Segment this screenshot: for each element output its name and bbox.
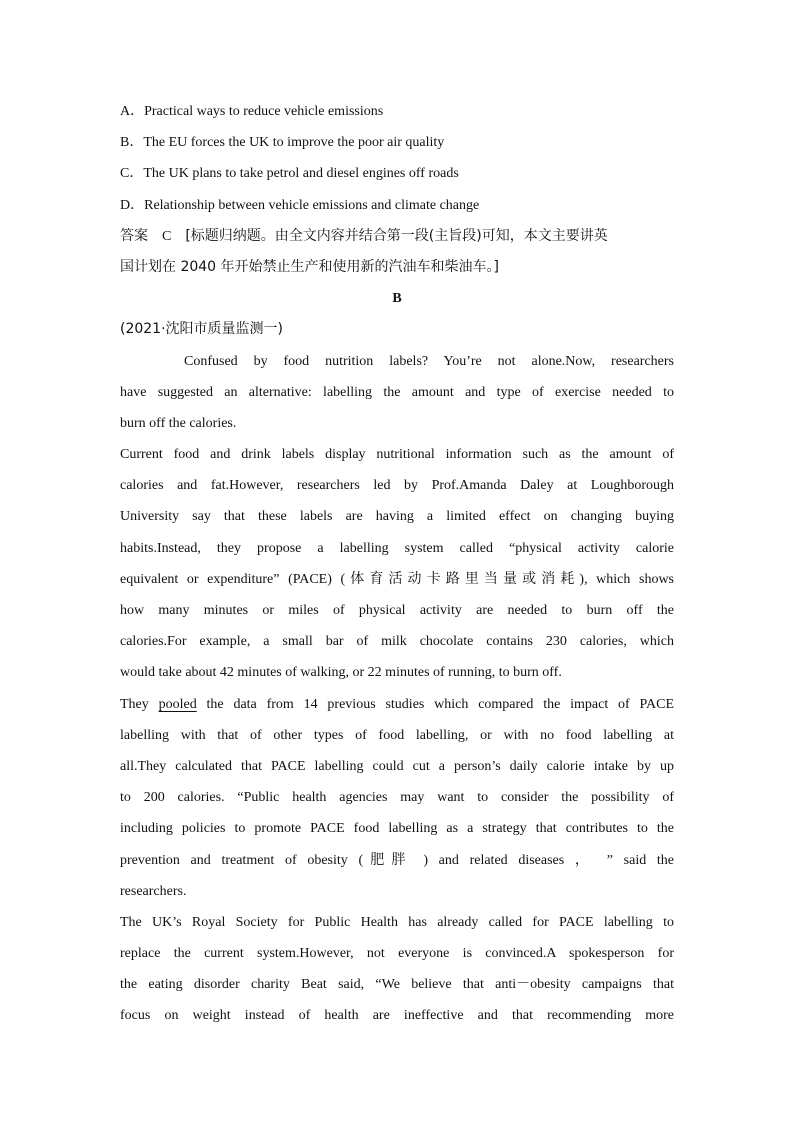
underlined-word-pooled: pooled [158,696,197,712]
para4-line: The UK’s Royal Society for Public Health has already called for PACE labelling to [120,914,674,930]
option-b: B．The EU forces the UK to improve the poor air quality [120,135,445,151]
para1-line: Confused by food nutrition labels? You’re not alone.Now, researchers [184,353,674,369]
answer-explanation-2: 国计划在 2040 年开始禁止生产和使用新的汽油车和柴油车。] [120,258,499,275]
para3-line: researchers. [120,883,187,899]
para2-line: calories.For example, a small bar of milk chocolate contains 230 calories, which [120,634,674,650]
option-c: C．The UK plans to take petrol and diesel engines off roads [120,166,459,182]
para2-line: would take about 42 minutes of walking, or 22 minutes of running, to burn off. [120,665,562,681]
answer-label: 答案 [120,227,148,244]
para3-line: to 200 calories. “Public health agencies may want to consider the possibility of [120,790,674,806]
para3-line: all.They calculated that PACE labelling could cut a person’s daily calorie intake by up [120,758,674,774]
document-page [120,96,674,1032]
para4-line: the eating disorder charity Beat said, “We believe that anti－obesity campaigns that [120,977,674,993]
para2-line: calories and fat.However, researchers led by Prof.Amanda Daley at Loughborough [120,478,674,494]
option-d: D．Relationship between vehicle emissions and climate change [120,197,480,213]
para4-line: focus on weight instead of health are ineffective and that recommending more [120,1008,674,1024]
section-heading: B [392,291,402,307]
para2-line: University say that these labels are having a limited effect on changing buying [120,509,674,525]
answer-letter: C [162,228,172,244]
answer-line [120,221,674,252]
para3-line: labelling with that of other types of food labelling, or with no food labelling at [120,727,674,743]
para1-line: have suggested an alternative: labelling the amount and type of exercise needed to [120,384,674,400]
para1-line: burn off the calories. [120,415,237,431]
para3-line-start: They [120,696,149,712]
para3-first-line [120,689,674,720]
para2-line: how many minutes or miles of physical activity are needed to burn off the [120,603,674,618]
para2-line: habits.Instead, they propose a labelling system called “physical activity calorie [120,540,674,556]
para3-line: prevention and treatment of obesity (肥胖 ) and related diseases ， ” said the [120,852,674,868]
option-a: A．Practical ways to reduce vehicle emissions [120,104,384,119]
passage-source: (2021·沈阳市质量监测一) [120,321,284,338]
para2-line: equivalent or expenditure” (PACE) (体育活动卡路里当量或消耗), which shows [120,571,674,587]
para2-line: Current food and drink labels display nutritional information such as the amount of [120,447,674,463]
answer-explanation-1: [标题归纳题。由全文内容并结合第一段(主旨段)可知，本文主要讲英 [185,227,608,244]
para4-line: replace the current system.However, not everyone is convinced.A spokesperson for [120,946,674,962]
para3-line: including policies to promote PACE food labelling as a strategy that contributes to the [120,821,674,837]
para3-line-rest: the data from 14 previous studies which compared the impact of PACE [206,696,674,712]
